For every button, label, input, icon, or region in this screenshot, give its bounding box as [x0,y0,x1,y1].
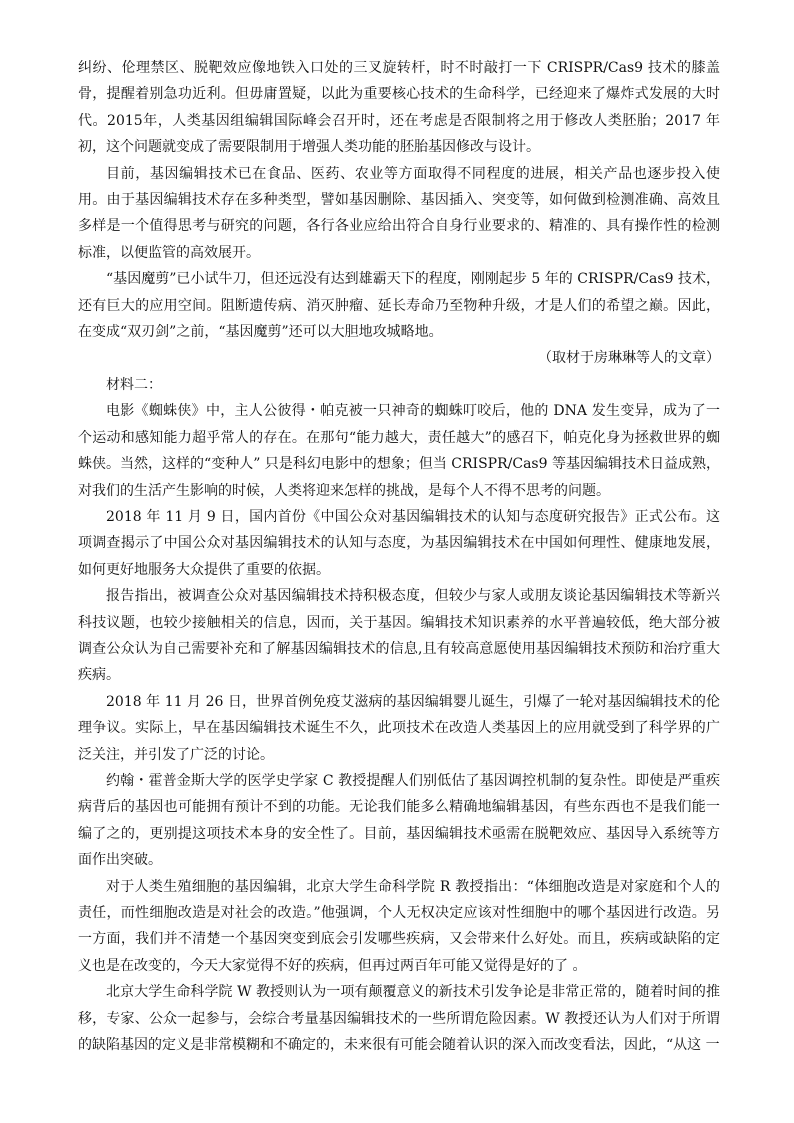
paragraph: 电影《蜘蛛侠》中，主人公彼得・帕克被一只神奇的蜘蛛叮咬后，他的 DNA 发生变异，成为了一个运动和感知能力超乎常人的存在。在那句“能力越大，责任越大”的感召下，帕克化身为拯救世界的蜘蛛侠。当然，这样的“变种人” 只是科幻电影中的想象；但当 CRISPR/Cas9 等基因编辑技术日益成熟，对我们的生活产生影响的时候，人类将迎来怎样的挑战，是每个人不得不思考的问题。 [78,403,720,499]
paragraph: 2018 年 11 月 26 日，世界首例免疫艾滋病的基因编辑婴儿诞生，引爆了一轮对基因编辑技术的伦理争议。实际上，早在基因编辑技术诞生不久，此项技术在改造人类基因上的应用就受到了科学界的广泛关注，并引发了广泛的讨论。 [78,693,720,763]
paragraph: 对于人类生殖细胞的基因编辑，北京大学生命科学院 R 教授指出：“体细胞改造是对家庭和个人的责任，而性细胞改造是对社会的改造。”他强调，个人无权决定应该对性细胞中的哪个基因进行改造。另一方面，我们并不清楚一个基因突变到底会引发哪些疾病，又会带来什么好处。而且，疾病或缺陷的定义也是在改变的，今天大家觉得不好的疾病，但再过两百年可能又觉得是好的了 。 [78,878,720,974]
paragraph: 报告指出，被调查公众对基因编辑技术持积极态度，但较少与家人或朋友谈论基因编辑技术等新兴科技议题，也较少接触相关的信息，因而，关于基因。编辑技术知识素养的水平普遍较低，绝大部分被调查公众认为自己需要补充和了解基因编辑技术的信息,且有较高意愿使用基因编辑技术预防和治疗重大疾病。 [78,588,720,684]
paragraph: 约翰・霍普金斯大学的医学史学家 C 教授提醒人们别低估了基因调控机制的复杂性。即使是严重疾病背后的基因也可能拥有预计不到的功能。无论我们能多么精确地编辑基因，有些东西也不是我们能一编了之的，更别提这项技术本身的安全性了。目前，基因编辑技术亟需在脱靶效应、基因导入系统等方面作出突破。 [78,772,720,869]
document-page [78,55,720,1058]
section-heading: 材料二： [106,376,162,393]
paragraph: 目前，基因编辑技术已在食品、医药、农业等方面取得不同程度的进展，相关产品也逐步投入使用。由于基因编辑技术存在多种类型，譬如基因删除、基因插入、突变等，如何做到检测准确、高效且多样是一个值得思考与研究的问题，各行各业应给出符合自身行业要求的、精准的、具有操作性的检测标准，以便监管的高效展开。 [78,165,720,261]
paragraph: 纠纷、伦理禁区、脱靶效应像地铁入口处的三叉旋转杆，时不时敲打一下 CRISPR/Cas9 技术的膝盖骨，提醒着别急功近利。但毋庸置疑，以此为重要核心技术的生命科学，已经迎来了爆炸式发展的大时代。2015年，人类基因组编辑国际峰会召开时，还在考虑是否限制将之用于修改人类胚胎；2017 年初，这个问题就变成了需要限制用于增强人类功能的胚胎基因修改与设计。 [78,60,720,156]
source-note: （取材于房琳琳等人的文章） [538,350,720,367]
paragraph: 北京大学生命科学院 W 教授则认为一项有颠覆意义的新技术引发争论是非常正常的，随着时间的推移，专家、公众一起参与，会综合考量基因编辑技术的一些所谓危险因素。W 教授还认为人们对于所谓的缺陷基因的定义是非常模糊和不确定的，未来很有可能会随着认识的深入而改变看法，因此，“从这 一 [78,984,720,1054]
paragraph: 2018 年 11 月 9 日，国内首份《中国公众对基因编辑技术的认知与态度研究报告》正式公布。这项调查揭示了中国公众对基因编辑技术的认知与态度，为基因编辑技术在中国如何理性、健康地发展，如何更好地服务大众提供了重要的依据。 [78,508,720,578]
paragraph: “基因魔剪”已小试牛刀，但还远没有达到雄霸天下的程度，刚刚起步 5 年的 CRISPR/Cas9 技术，还有巨大的应用空间。阻断遗传病、消灭肿瘤、延长寿命乃至物种升级，才是人们的希望之巅。因此，在变成“双刃剑”之前，“基因魔剪”还可以大胆地攻城略地。 [78,271,720,341]
